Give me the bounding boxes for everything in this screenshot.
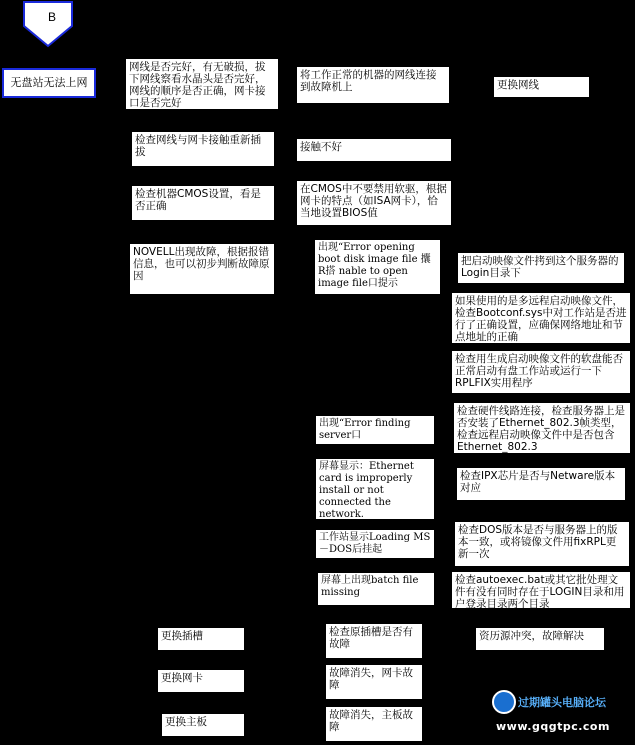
- node-novell-fault: NOVELL出现故障，根据报错信息，也可以初步判断故障原因: [130, 244, 274, 294]
- node-check-autoexec: 检查autoexec.bat或其它批处理文件有没有同时存在于LOGIN目录和用户登录目录两个目录: [452, 572, 630, 608]
- node-check-ipx: 检查IPX芯片是否与Netware版本对应: [457, 468, 625, 500]
- connector-label: B: [47, 10, 56, 24]
- node-swap-cable: 将工作正常的机器的网线连接到故障机上: [297, 67, 449, 103]
- node-copy-image: 把启动映像文件拷到这个服务器的Login目录下: [458, 253, 624, 283]
- node-bootconf: 如果使用的是多远程启动映像文件，检查Bootconf.sys中对工作站是否进行了正确设置，应确保网络地址和节点地址的正确: [452, 293, 630, 343]
- node-replace-nic: 更换网卡: [158, 670, 244, 692]
- node-cmos-settings: 在CMOS中不要禁用软驱，根据网卡的特点（如ISA网卡），恰当地设置BIOS值: [297, 181, 451, 225]
- watermark-title: 过期罐头电脑论坛: [518, 696, 606, 709]
- node-ethernet-improper: 屏幕显示：Ethernet card is improperly install or not connected the network.: [316, 459, 434, 519]
- node-replace-board: 更换主板: [162, 714, 244, 736]
- node-board-fault: 故障消失，主板故障: [326, 707, 422, 741]
- node-replace-cable: 更换网线: [494, 77, 589, 97]
- node-reseat-cable: 检查网线与网卡接触重新插拔: [132, 132, 274, 166]
- watermark: [492, 690, 632, 742]
- node-bad-contact: 接触不好: [297, 139, 451, 161]
- start-node: 无盘站无法上网: [2, 68, 96, 98]
- forum-logo-icon: [492, 690, 516, 714]
- node-nic-fault: 故障消失，网卡故障: [326, 665, 422, 699]
- node-check-cmos: 检查机器CMOS设置，看是否正确: [132, 186, 274, 220]
- node-rplfix: 检查用生成启动映像文件的软盘能否正常启动有盘工作站或运行一下RPLFIX实用程序: [452, 351, 630, 393]
- node-resource-conflict: 资历源冲突，故障解决: [476, 628, 604, 650]
- node-check-dos: 检查DOS版本是否与服务器上的版本一致，或将镜像文件用fixRPL更新一次: [455, 522, 629, 566]
- node-check-cable: 网线是否完好，有无破损，拔下网线察看水晶头是否完好，网线的顺序是否正确，网卡接口是否完好: [126, 59, 278, 109]
- node-error-opening: 出现“Error opening boot disk image file 攮 R搭 nable to open image file口提示: [315, 240, 440, 294]
- node-batch-missing: 屏幕上出现batch file missing: [318, 573, 434, 605]
- node-loading-msdos: 工作站显示Loading MS－DOS后挂起: [316, 530, 434, 558]
- node-check-slot: 检查原插槽是否有故障: [326, 624, 422, 658]
- node-replace-slot: 更换插槽: [158, 628, 244, 650]
- watermark-url: www.gqgtpc.com: [496, 720, 610, 733]
- node-check-hardware: 检查硬件线路连接，检查服务器上是否安装了Ethernet_802.3帧类型，检查远程启动映像文件中是否包含Ethernet_802.3: [454, 403, 630, 453]
- node-error-finding: 出现“Error finding server口: [316, 416, 434, 444]
